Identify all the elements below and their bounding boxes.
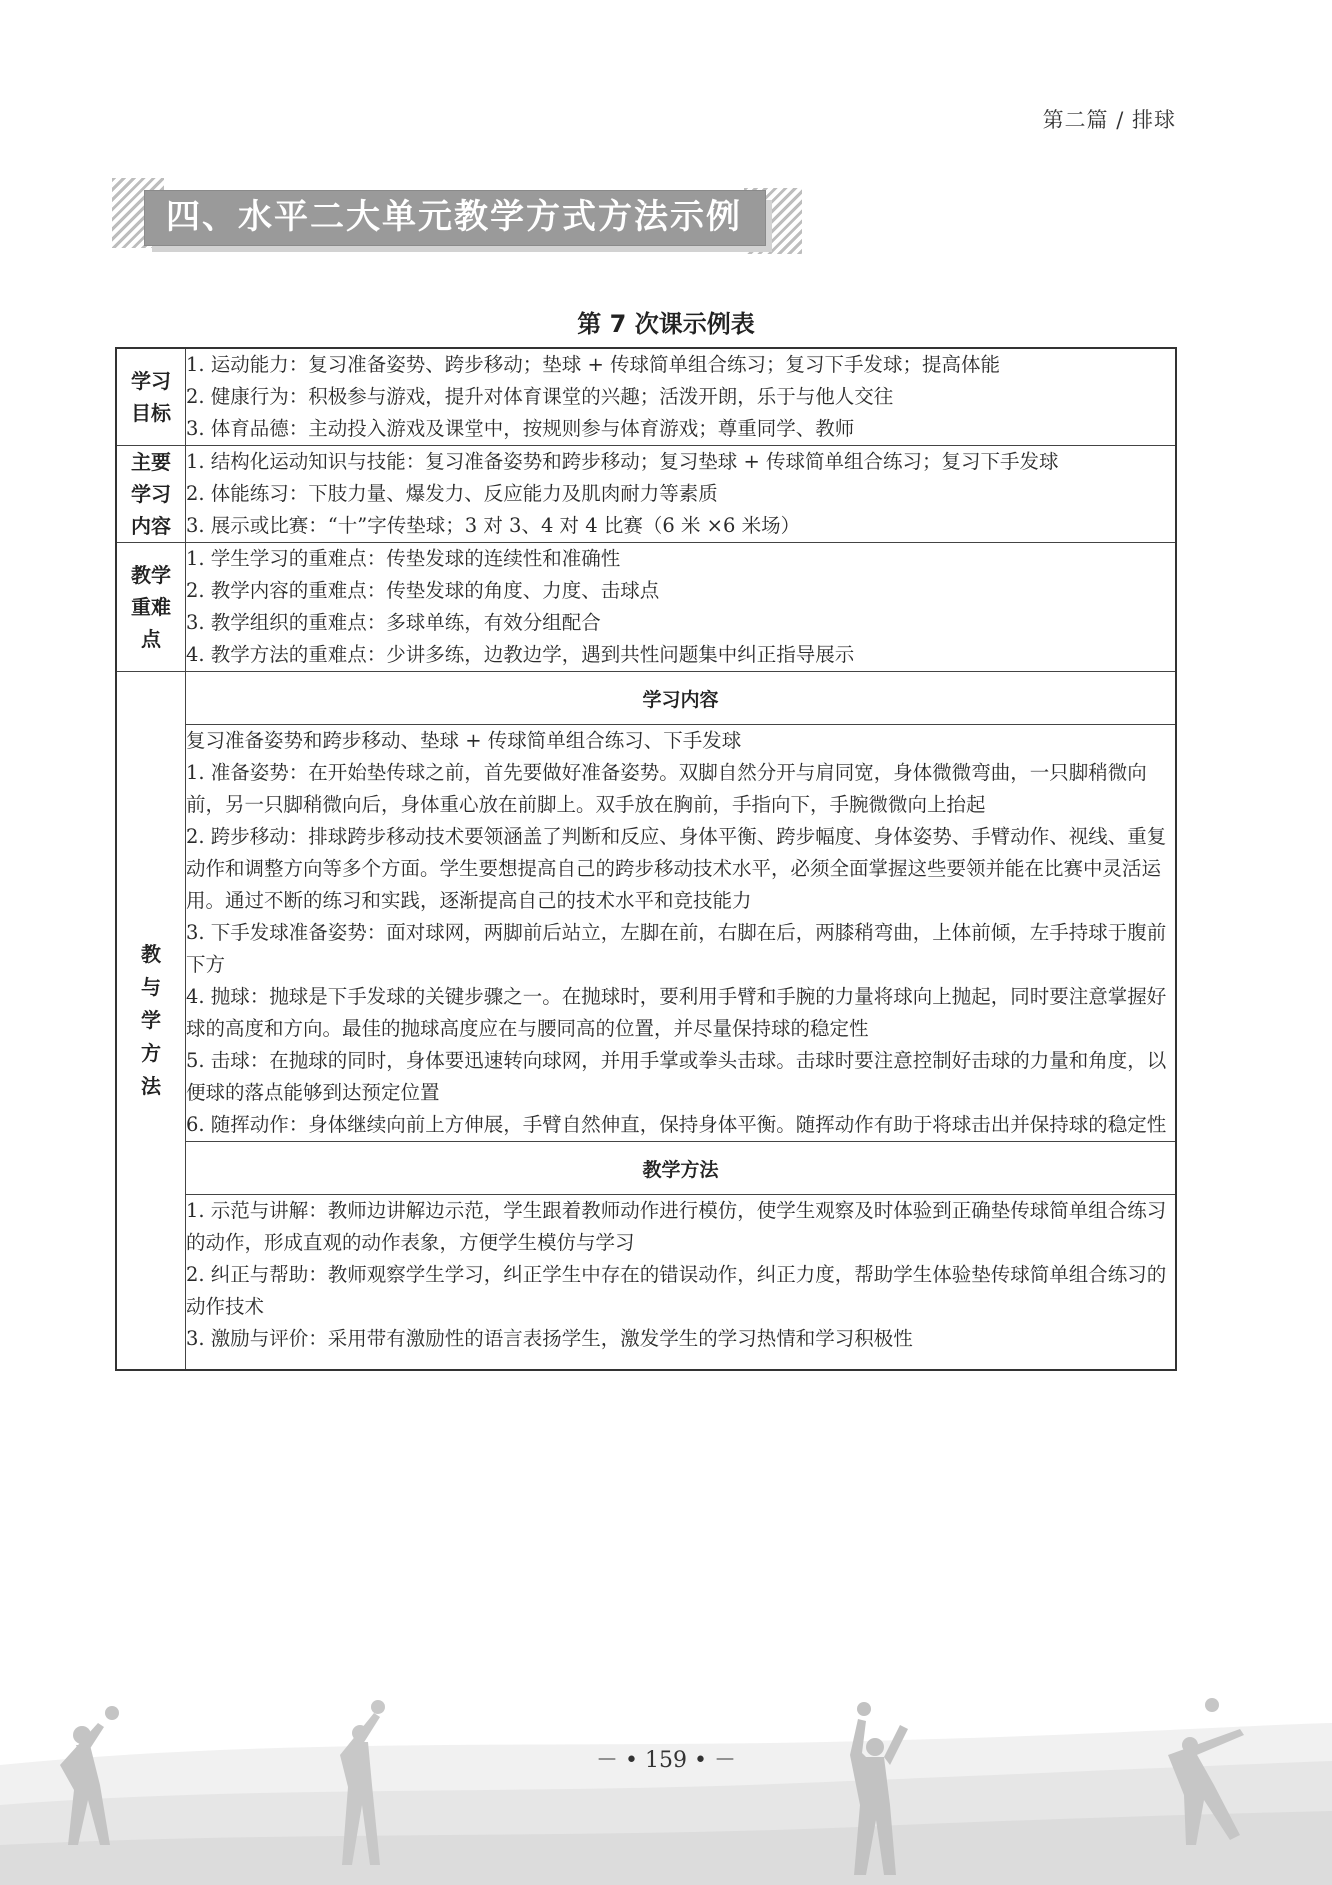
- content-line: 2. 体能练习：下肢力量、爆发力、反应能力及肌肉耐力等素质: [186, 482, 718, 505]
- lesson-table: [115, 347, 1177, 1371]
- difficulty-line: 2. 教学内容的重难点：传垫发球的角度、力度、击球点: [186, 579, 660, 602]
- row-method-content: [116, 1195, 1176, 1371]
- content-line: 1. 结构化运动知识与技能：复习准备姿势和跨步移动；复习垫球 + 传球简单组合练习；复习下手发球: [186, 450, 1059, 473]
- learning-line: 4. 抛球：抛球是下手发球的关键步骤之一。在抛球时，要利用手臂和手腕的力量将球向上抛起，同时要注意掌握好球的高度和方向。最佳的抛球高度应在与腰同高的位置，并尽量保持球的稳定性: [186, 985, 1167, 1040]
- row-difficulties: [116, 543, 1176, 672]
- teaching-method-content: [186, 1195, 1177, 1371]
- learning-line: 1. 准备姿势：在开始垫传球之前，首先要做好准备姿势。双脚自然分开与肩同宽，身体微微弯曲，一只脚稍微向前，另一只脚稍微向后，身体重心放在前脚上。双手放在胸前，手指向下，手腕微微向上抬起: [186, 761, 1147, 816]
- learning-line: 3. 下手发球准备姿势：面对球网，两脚前后站立，左脚在前，右脚在后，两膝稍弯曲，上体前倾，左手持球于腹前下方: [186, 921, 1167, 976]
- label-difficulties: 教学 重难 点: [116, 543, 186, 672]
- difficulties-content: [186, 543, 1177, 672]
- method-line: 1. 示范与讲解：教师边讲解边示范，学生跟着教师动作进行模仿，使学生观察及时体验到正确垫传球简单组合练习的动作，形成直观的动作表象，方便学生模仿与学习: [186, 1199, 1167, 1254]
- footer-decoration: [0, 1695, 1332, 1885]
- section-banner: [112, 178, 802, 254]
- label-teaching: 教 与 学 方 法: [116, 672, 186, 1371]
- goals-content: [186, 348, 1177, 446]
- learning-line: 2. 跨步移动：排球跨步移动技术要领涵盖了判断和反应、身体平衡、跨步幅度、身体姿势、手臂动作、视线、重复动作和调整方向等多个方面。学生要想提高自己的跨步移动技术水平，必须全面掌握这些要领并能在比赛中灵活运用。通过不断的练习和实践，逐渐提高自己的技术水平和竞技能力: [186, 825, 1167, 912]
- goals-line: 1. 运动能力：复习准备姿势、跨步移动；垫球 + 传球简单组合练习；复习下手发球；提高体能: [186, 353, 1001, 376]
- learning-line: 5. 击球：在抛球的同时，身体要迅速转向球网，并用手掌或拳头击球。击球时要注意控制好击球的力量和角度，以便球的落点能够到达预定位置: [186, 1049, 1167, 1104]
- content-line: 3. 展示或比赛：“十”字传垫球；3 对 3、4 对 4 比赛（6 米 ×6 米场）: [186, 514, 801, 537]
- learning-content-heading: 学习内容: [186, 672, 1177, 725]
- banner-title: 四、水平二大单元教学方式方法示例: [166, 197, 742, 237]
- method-line: 2. 纠正与帮助：教师观察学生学习，纠正学生中存在的错误动作，纠正力度，帮助学生体验垫传球简单组合练习的动作技术: [186, 1263, 1167, 1318]
- row-method-heading: [116, 1142, 1176, 1195]
- goals-line: 3. 体育品德：主动投入游戏及课堂中，按规则参与体育游戏；尊重同学、教师: [186, 417, 855, 440]
- learning-line: 复习准备姿势和跨步移动、垫球 + 传球简单组合练习、下手发球: [186, 729, 742, 752]
- difficulty-line: 4. 教学方法的重难点：少讲多练，边教边学，遇到共性问题集中纠正指导展示: [186, 643, 855, 666]
- page-number: － • 159 • －: [596, 1748, 736, 1773]
- label-goals: 学习 目标: [116, 348, 186, 446]
- table-title: 第 7 次课示例表: [577, 310, 755, 338]
- footer-volleyball-silhouettes: [0, 1695, 1332, 1885]
- label-content: 主要 学习 内容: [116, 446, 186, 543]
- learning-content: [186, 725, 1177, 1142]
- row-learning-heading: [116, 672, 1176, 725]
- row-content: [116, 446, 1176, 543]
- main-content: [186, 446, 1177, 543]
- section-header: 第二篇 / 排球: [1042, 108, 1176, 132]
- teaching-method-heading: 教学方法: [186, 1142, 1177, 1195]
- method-spacer: [186, 1355, 1175, 1369]
- row-goals: [116, 348, 1176, 446]
- row-learning-content: [116, 725, 1176, 1142]
- method-line: 3. 激励与评价：采用带有激励性的语言表扬学生，激发学生的学习热情和学习积极性: [186, 1327, 913, 1350]
- learning-line: 6. 随挥动作：身体继续向前上方伸展，手臂自然伸直，保持身体平衡。随挥动作有助于将球击出并保持球的稳定性: [186, 1113, 1167, 1136]
- goals-line: 2. 健康行为：积极参与游戏，提升对体育课堂的兴趣；活泼开朗，乐于与他人交往: [186, 385, 894, 408]
- difficulty-line: 3. 教学组织的重难点：多球单练，有效分组配合: [186, 611, 601, 634]
- difficulty-line: 1. 学生学习的重难点：传垫发球的连续性和准确性: [186, 547, 621, 570]
